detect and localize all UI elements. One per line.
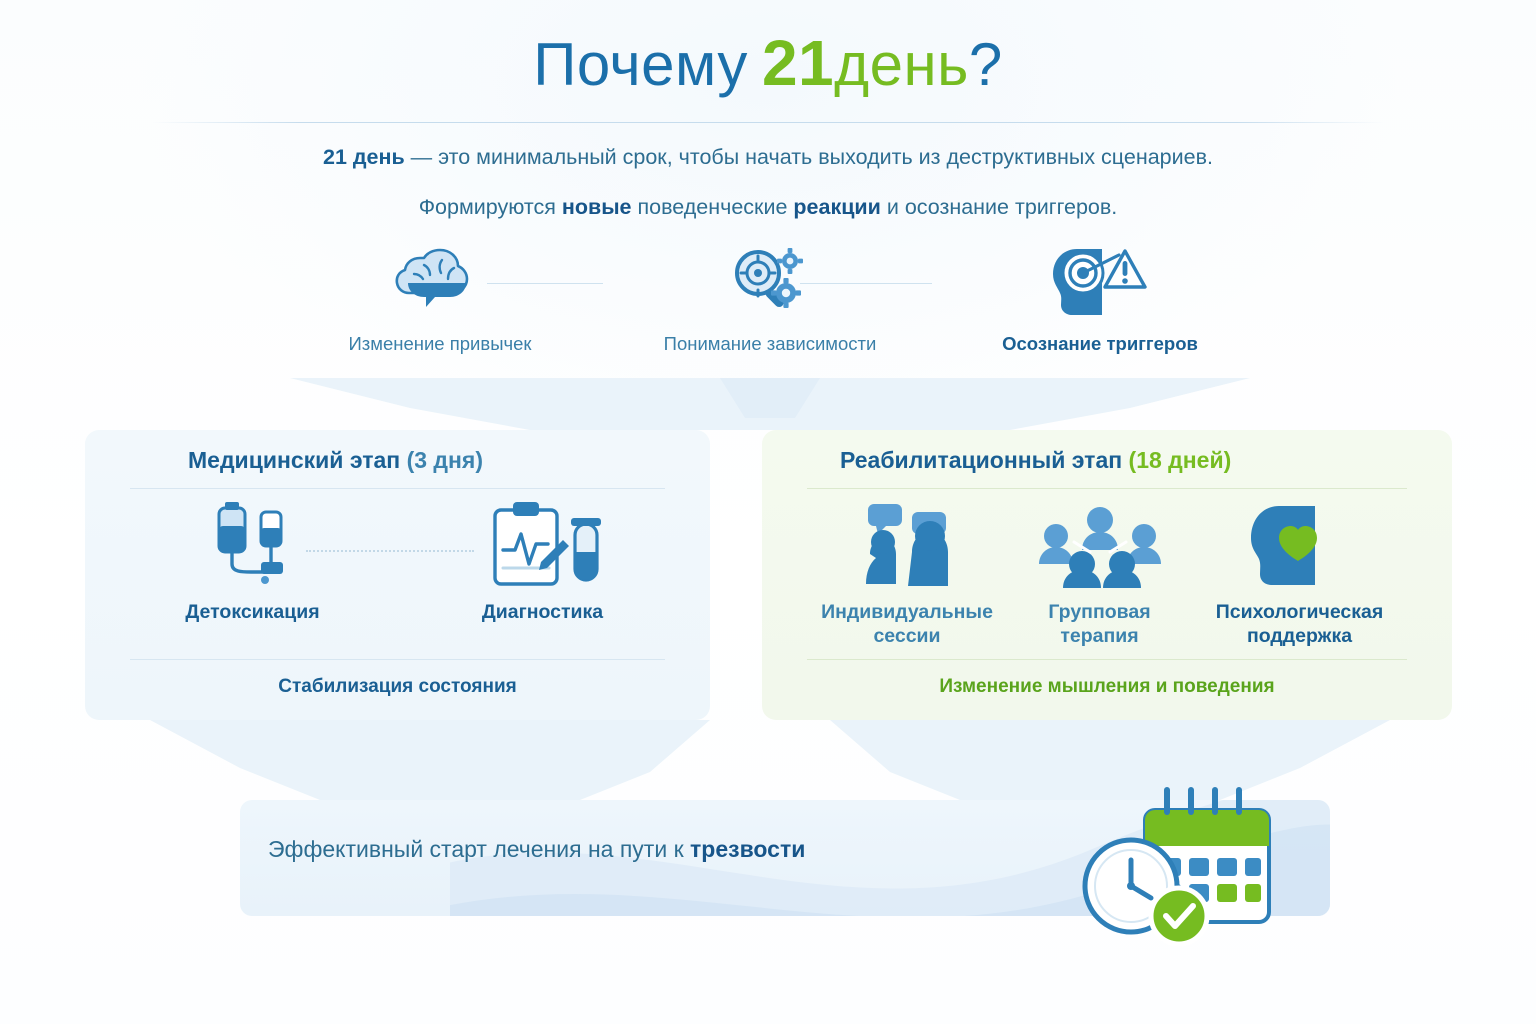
top-item-habits (290, 243, 590, 355)
stage-divider (130, 488, 665, 489)
title-number: 21 (761, 27, 835, 99)
stage-items-rehab (762, 502, 1452, 648)
top-item-understanding (620, 243, 920, 355)
stage-title-medical (188, 447, 483, 474)
clipboard-test-tube-icon (398, 502, 688, 588)
title-prefix: Почему (533, 31, 748, 98)
stage-footer-rehab: Изменение мышления и поведения (807, 659, 1407, 698)
brain-icon (290, 243, 590, 323)
intro-line-1-rest: — это минимальный срок, чтобы начать выходить из деструктивных сценариев. (404, 145, 1213, 169)
stage-title-main: Медицинский этап (188, 447, 401, 473)
intro-line-2 (0, 190, 1536, 224)
magnifier-gear-icon (620, 243, 920, 323)
intro-line-2-c: поведенческие (631, 195, 794, 219)
stage-item-detox (108, 502, 398, 624)
stage-footer-medical: Стабилизация состояния (130, 659, 665, 698)
intro-line-1 (0, 140, 1536, 174)
iv-drip-icon (108, 502, 398, 588)
summary-text-a: Эффективный старт лечения на пути к (268, 836, 691, 862)
stage-title-main: Реабилитационный этап (840, 447, 1123, 473)
stage-item-label: Психологическая поддержка (1215, 601, 1384, 647)
top-icon-row (290, 243, 1250, 378)
summary-text-b: трезвости (690, 836, 806, 862)
title-divider (152, 122, 1384, 123)
top-item-label: Понимание зависимости (663, 333, 877, 354)
stage-panel-medical (85, 430, 710, 720)
stage-item-label: Диагностика (481, 601, 604, 623)
stage-item-psych-support (1192, 502, 1407, 648)
stage-panel-rehab (762, 430, 1452, 720)
top-item-label: Осознание триггеров (1002, 333, 1198, 354)
stage-item-group (1007, 502, 1192, 648)
head-heart-icon (1192, 502, 1407, 588)
clock-calendar-check-icon (1075, 782, 1295, 957)
summary-text (268, 836, 805, 863)
stage-item-label: Индивидуальные сессии (821, 601, 993, 647)
top-item-triggers (950, 243, 1250, 355)
stage-divider (807, 488, 1407, 489)
stage-item-label: Групповая терапия (1048, 601, 1151, 647)
page-title (0, 26, 1536, 100)
title-suffix: ? (968, 31, 1003, 98)
intro-text (0, 140, 1536, 224)
stage-item-individual (807, 502, 1007, 648)
intro-line-2-d: реакции (793, 195, 881, 219)
stage-title-rehab (840, 447, 1231, 474)
stage-title-sub: (18 дней) (1128, 447, 1232, 473)
target-head-alert-icon (950, 243, 1250, 323)
stage-title-sub: (3 дня) (406, 447, 483, 473)
intro-lead: 21 день (322, 145, 405, 169)
intro-line-2-a: Формируются (418, 195, 562, 219)
stage-items-medical (85, 502, 710, 624)
title-unit: день (834, 31, 969, 98)
funnel-connector-top (250, 378, 1290, 434)
stage-item-label: Детоксикация (185, 601, 320, 623)
stage-item-diagnostics (398, 502, 688, 624)
top-item-label: Изменение привычек (348, 333, 532, 354)
intro-line-2-b: новые (561, 195, 632, 219)
intro-line-2-e: и осознание триггеров. (880, 195, 1118, 219)
group-therapy-icon (1007, 502, 1192, 588)
medical-items-connector (306, 550, 474, 552)
two-people-talking-icon (807, 502, 1007, 588)
